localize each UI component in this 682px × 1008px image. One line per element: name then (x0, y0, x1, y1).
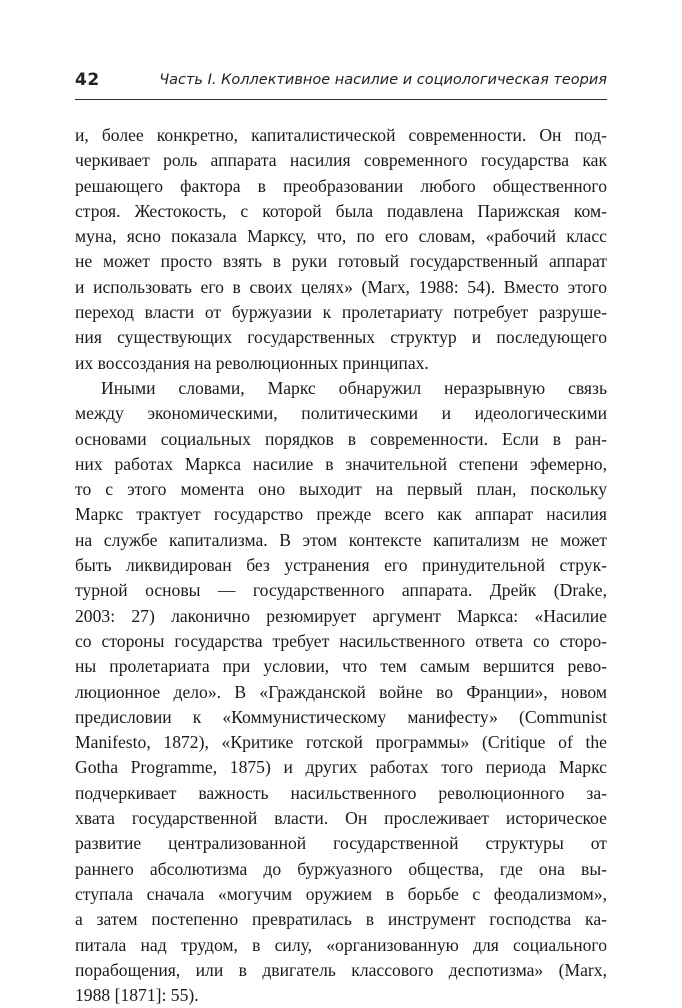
text-line: турной основы — государственного аппарата. Дрейк (Drake, (75, 580, 607, 601)
text-line: между экономическими, политическими и идеологическими (75, 403, 607, 424)
text-line: Gotha Programme, 1875) и других работах того периода Маркс (75, 757, 607, 778)
page-number: 42 (75, 70, 100, 90)
running-head (75, 70, 607, 94)
text-line: черкивает роль аппарата насилия современного государства как (75, 150, 607, 171)
paragraph-1 (75, 123, 607, 376)
text-line: подчеркивает важность насильственного революционного за- (75, 782, 607, 803)
text-line: их воссоздания на революционных принципах. (75, 352, 429, 373)
text-line: муна, ясно показала Марксу, что, по его словам, «рабочий класс (75, 226, 607, 247)
text-line: и использовать его в своих целях» (Marx, 1988: 54). Вместо этого (75, 276, 607, 297)
text-line: не может просто взять в руки готовый государственный аппарат (75, 251, 607, 272)
text-line: Маркс трактует государство прежде всего как аппарат насилия (75, 504, 607, 525)
text-line: Manifesto, 1872), «Критике готской программы» (Critique of the (75, 732, 607, 753)
text-line: ны пролетариата при условии, что тем самым вершится рево- (75, 656, 607, 677)
text-line: 1988 [1871]: 55). (75, 985, 199, 1006)
text-line: быть ликвидирован без устранения его принудительной струк- (75, 555, 607, 576)
text-line: на службе капитализма. В этом контексте капитализм не может (75, 529, 607, 550)
text-line: раннего абсолютизма до буржуазного общества, где она вы- (75, 858, 607, 879)
text-line: а затем постепенно превратилась в инструмент господства ка- (75, 909, 607, 930)
text-line: переход власти от буржуазии к пролетариату потребует разруше- (75, 302, 607, 323)
body-text (75, 123, 607, 1008)
text-line: питала над трудом, в силу, «организованную для социального (75, 934, 607, 955)
text-line: 2003: 27) лаконично резюмирует аргумент Маркса: «Насилие (75, 605, 607, 626)
text-line: порабощения, или в двигатель классового деспотизма» (Marx, (75, 959, 607, 980)
text-line: со стороны государства требует насильственного ответа со сторо- (75, 630, 607, 651)
text-line: ния существующих государственных структур и последующего (75, 327, 607, 348)
header-rule (75, 99, 607, 100)
text-line: предисловии к «Коммунистическому манифесту» (Communist (75, 706, 607, 727)
text-line: хвата государственной власти. Он прослеживает историческое (75, 808, 607, 829)
text-line: решающего фактора в преобразовании любого общественного (75, 175, 607, 196)
paragraph-2 (75, 376, 607, 1008)
text-line: и, более конкретно, капиталистической современности. Он под- (75, 125, 607, 145)
text-line: люционное дело». В «Гражданской войне во Франции», новом (75, 681, 607, 702)
text-line: основами социальных порядков в современности. Если в ран- (75, 428, 607, 449)
text-line: развитие централизованной государственной структуры от (75, 833, 607, 854)
text-line: них работах Маркса насилие в значительной степени эфемерно, (75, 453, 607, 474)
text-line: Иными словами, Маркс обнаружил неразрывную связь (101, 377, 607, 398)
text-line: ступала сначала «могучим оружием в борьбе с феодализмом», (75, 883, 607, 904)
text-line: то с этого момента оно выходит на первый план, поскольку (75, 479, 607, 500)
running-title: Часть I. Коллективное насилие и социологическая теория (159, 72, 607, 88)
text-line: строя. Жестокость, с которой была подавлена Парижская ком- (75, 200, 607, 221)
